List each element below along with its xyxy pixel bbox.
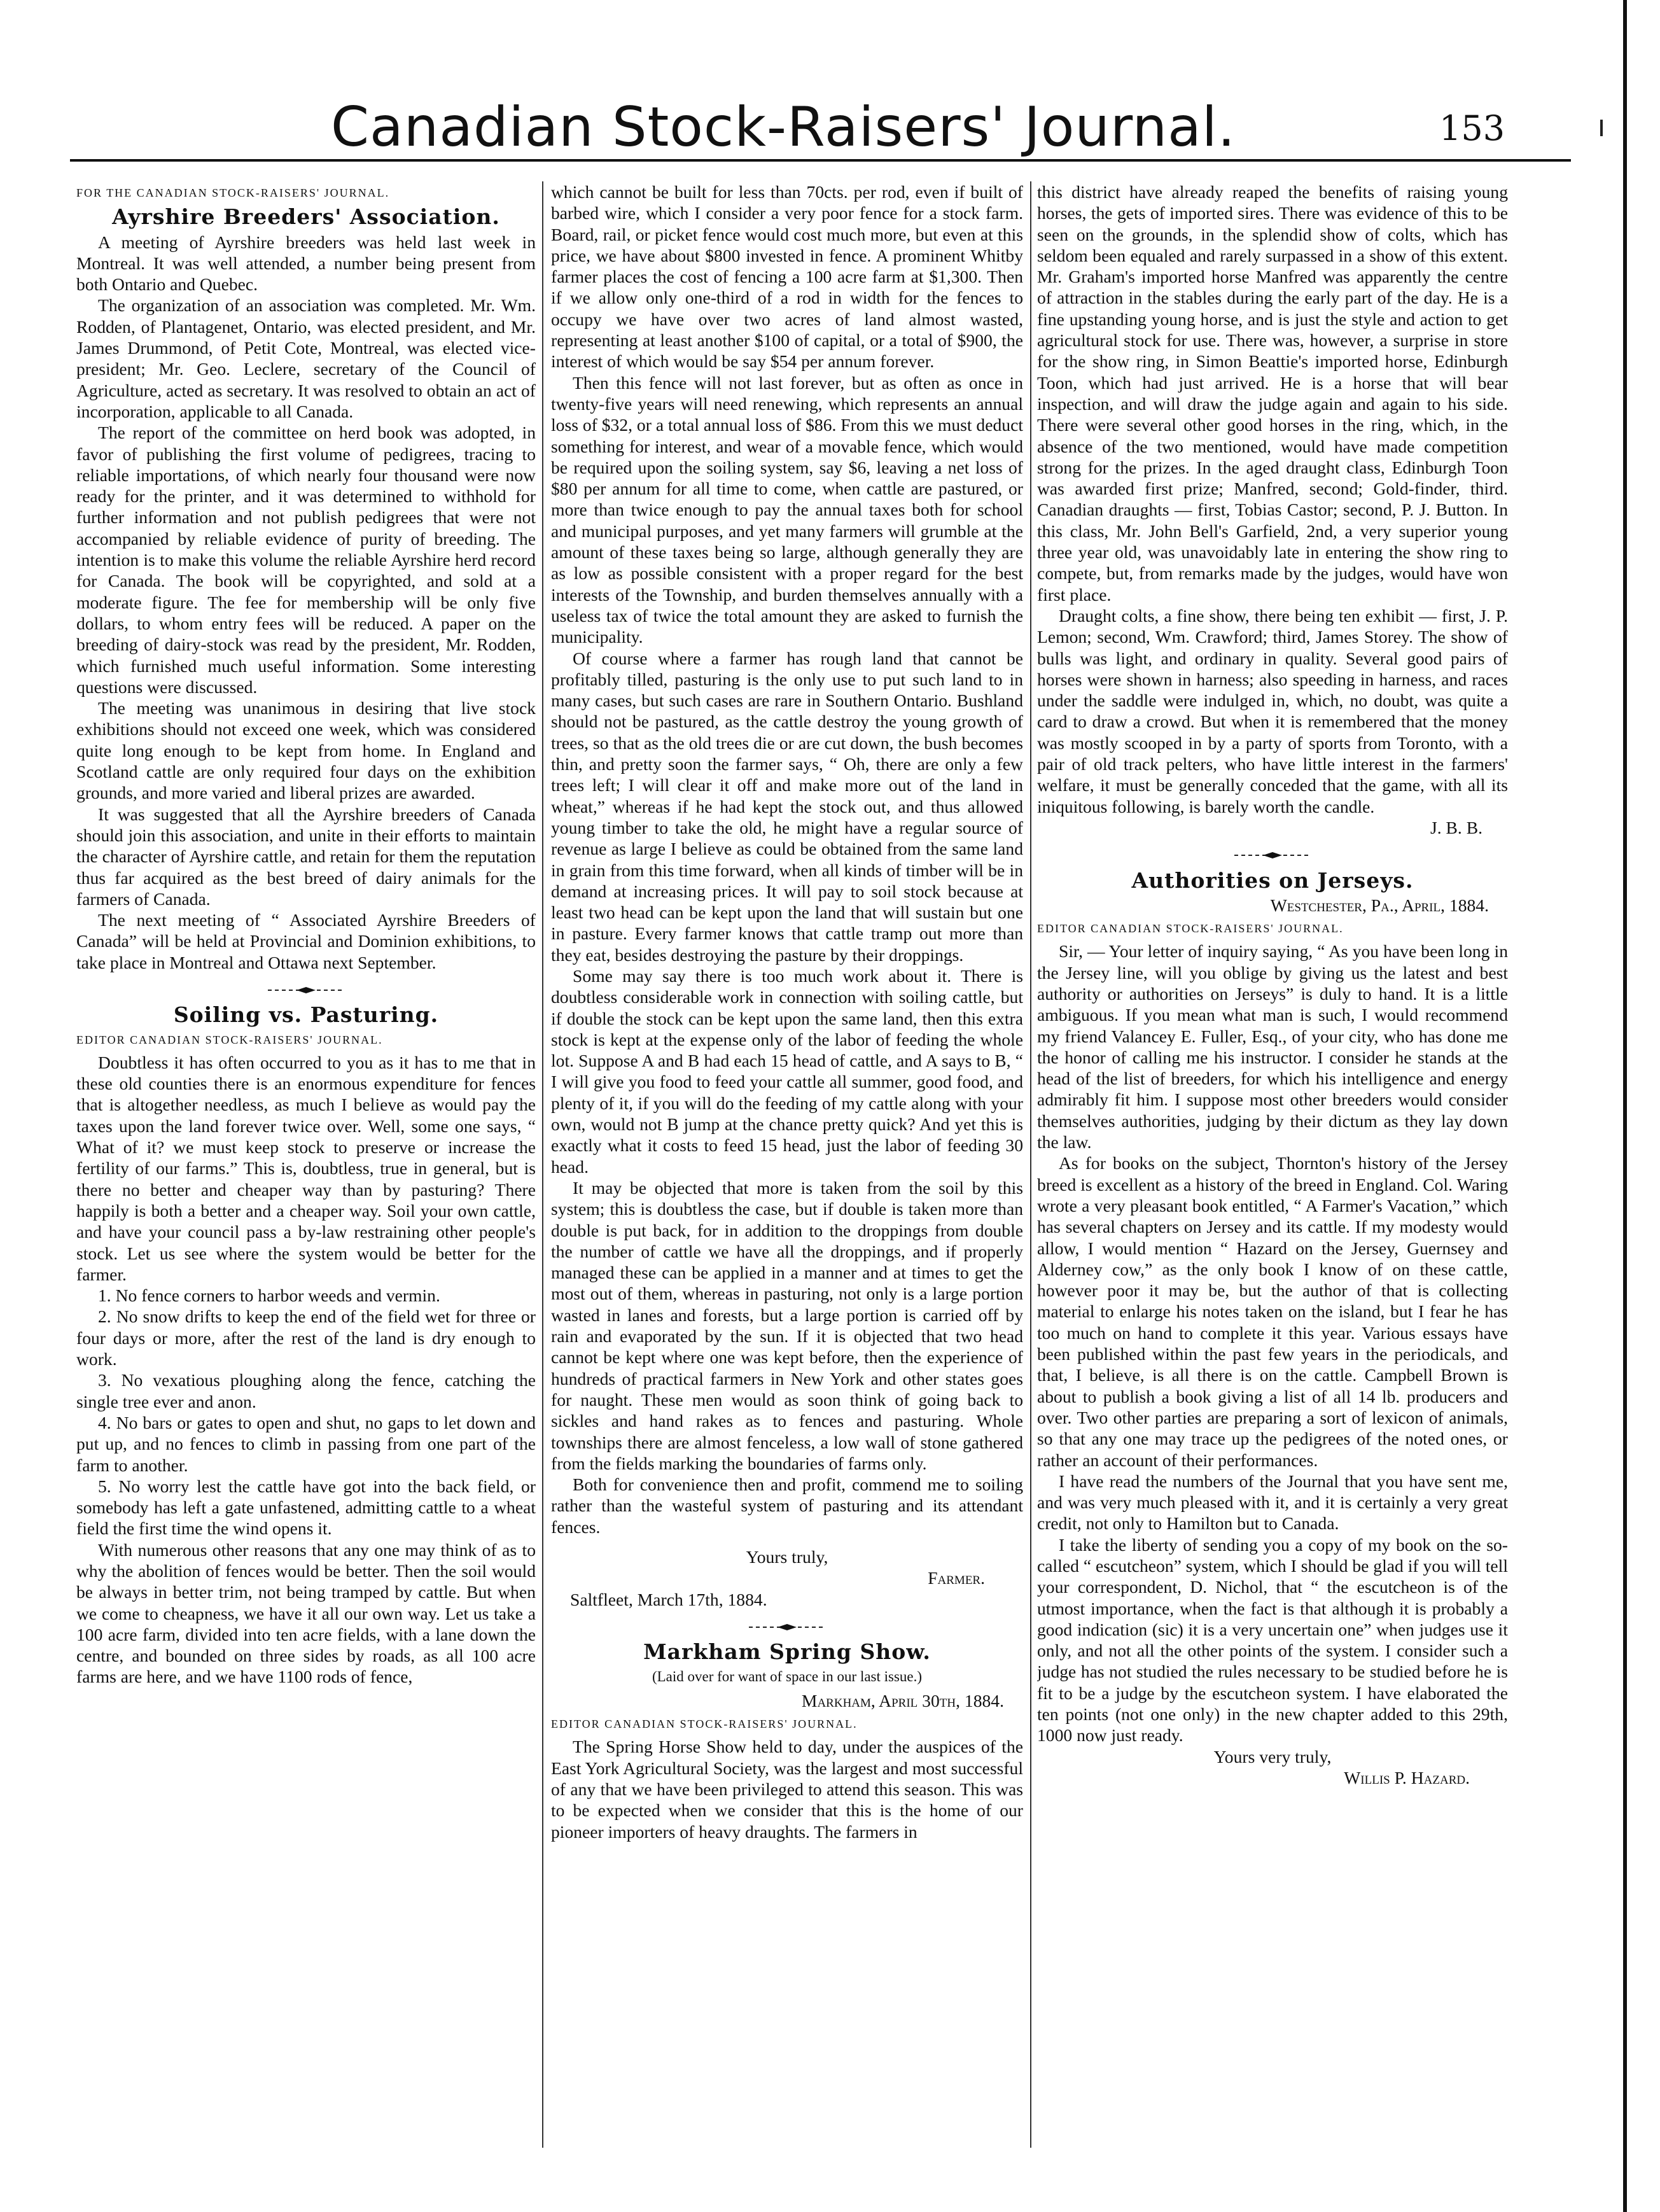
markham-heading: Markham Spring Show. xyxy=(643,1639,931,1665)
column-rule-2 xyxy=(1030,181,1031,2148)
jerseys-paragraph: I have read the numbers of the Journal that you have sent me, and was very much pleased with it, and it is certainly a very great credit, not only to Hamilton but to Canada. xyxy=(1037,1471,1508,1534)
list-item: 4. No bars or gates to open and shut, no gaps to let down and put up, and no fences to climb in passing from one part of the farm to another. xyxy=(76,1412,536,1475)
letter-signature: Willis P. Hazard. xyxy=(1344,1767,1470,1788)
ayrshire-paragraph: The organization of an association was completed. Mr. Wm. Rodden, of Plantagenet, Ontario, was elected president, and Mr. James Drummond, of Petit Cote, Montreal, was elected vice-president; Mr. Geo. Leclere, secretary of the Council of Agriculture, acted as secretary. It was resolved to obtain an act of incorporation, applicable to all Canada. xyxy=(76,295,536,421)
list-item: 3. No vexatious ploughing along the fence, catching the single tree ever and anon. xyxy=(76,1370,536,1411)
markham-note: (Laid over for want of space in our last issue.) xyxy=(652,1669,923,1685)
soiling-paragraph: It may be objected that more is taken from the soil by this system; this is doubtless the case, but if double is taken more than double is put back, for in addition to the droppings from double the number of cattle we have all the droppings, and if properly managed these can be applied in a manner and at times to get the most out of them, whereas in pasturing, not only is a large portion wasted in lanes and forests, but a large portion is carried off by rain and evaporated by the sun. If it is objected that two head cannot be kept where one was kept before, then the experience of hundreds of practical farmers in New York and other states goes for naught. These men would as soon think of going back to sickles and hand rakes as to fences and pasturing. Whole townships there are almost fenceless, a low wall of stone gathered from the fields marking the boundaries of farms only. xyxy=(551,1177,1023,1473)
markham-credit: EDITOR CANADIAN STOCK-RAISERS' JOURNAL. xyxy=(551,1718,858,1731)
header-rule xyxy=(70,159,1571,162)
margin-mark xyxy=(1600,120,1603,136)
soiling-paragraph: With numerous other reasons that any one may think of as to why the abolition of fences would be better. Then the soil would be always in better trim, not being tramped by cattle. But when we come to cheapness, we have it all our own way. Let us take a 100 acre farm, divided into ten acre fields, with a lane down the centre, and bounded on three sides by roads, as all 100 acre farms are here, and we have 1100 rods of fence, xyxy=(76,1539,536,1687)
soiling-paragraph: which cannot be built for less than 70cts. per rod, even if built of barbed wire, which I consider a very poor fence for a stock farm. Board, rail, or picket fence would cost much more, but even at this price, we have about $800 invested in fence. A prominent Whitby farmer places the cost of fencing a 100 acre farm at $1,300. Then if we allow only one-third of a rod in width for the fences to occupy we have over two acres of land almost wasted, representing at least another $100 of capital, or a total of $900, the interest of which would be say $54 per annum forever. xyxy=(551,182,1023,372)
ayrshire-credit: FOR THE CANADIAN STOCK-RAISERS' JOURNAL. xyxy=(76,186,390,199)
markham-paragraph: The Spring Horse Show held to day, under the auspices of the East York Agricultural Society, was the largest and most successful of any that we have been privileged to attend this season. This was to be expected when we consider that this is the home of our pioneer importers of heavy draughts. The farmers in xyxy=(551,1737,1023,1842)
letter-closing: Yours very truly, xyxy=(1213,1746,1332,1767)
journal-title: Canadian Stock-Raisers' Journal. xyxy=(331,95,1236,159)
ayrshire-paragraph: A meeting of Ayrshire breeders was held last week in Montreal. It was well attended, a number being present from both Ontario and Quebec. xyxy=(76,232,536,295)
markham-paragraph: this district have already reaped the benefits of raising young horses, the gets of imported sires. There was evidence of this to be seen on the grounds, in the splendid show of colts, which has seldom been equaled and rarely surpassed in a show of this extent. Mr. Graham's imported horse Manfred was apparently the centre of attraction in the stables during the early part of the day. He is a fine upstanding young horse, and is just the style and action to get agricultural stock for use. There was, however, a surprise in store for the show ring, in Simon Beattie's imported horse, Edinburgh Toon, which had just arrived. He is a horse that will bear inspection, and will draw the judge again and again to his side. There were several other good horses in the ring, which, in the absence of the two mentioned, would have made competition strong for the prizes. In the aged draught class, Edinburgh Toon was awarded first prize; Manfred, second; Gold-finder, third. Canadian draughts — first, Tobias Castor; second, P. J. Button. In this class, Mr. John Bell's Garfield, 2nd, a very superior young three year old, was unavoidably late in entering the show ring to compete, but, from remarks made by the judges, would have won first place. xyxy=(1037,182,1508,605)
letter-closing: Yours truly, xyxy=(746,1547,828,1567)
jerseys-paragraph: I take the liberty of sending you a copy of my book on the so-called “ escutcheon” system, which I should be glad if you will tell your correspondent, D. Nichol, that “ the escutcheon is of the utmost importance, when the fact is that although it is probably a good indication (sic) it is a very uncertain one” when judges use it only, and not all the other points of the system. I consider such a judge has not studied the rules necessary to be studied before he is fit to be a judge by the escutcheon system. I have elaborated the ten points (not one only) in the new chapter added to this 29th, 1000 now just ready. xyxy=(1037,1534,1508,1746)
page-edge-border xyxy=(1623,0,1627,2212)
soiling-reasons-list xyxy=(76,1285,536,1539)
letter-signature: Farmer. xyxy=(928,1568,985,1588)
letter-place-date: Saltfleet, March 17th, 1884. xyxy=(570,1589,767,1609)
soiling-paragraph: Of course where a farmer has rough land that cannot be profitably tilled, pasturing is the only use to put such land to in many cases, but such cases are rare in Southern Ontario. Bushland should not be pastured, as the cattle destroy the young growth of trees, so that as the old trees die or are cut down, the bush becomes thin, and pretty soon the farmer says, “ Oh, there are only a few trees left; I will clear it off and make more out of the land in wheat,” whereas if he had kept the stock out, and thus allowed young timber to take the old, he might have a regular source of revenue as large I believe as could be obtained from the same land in grain from this time forward, when all kinds of timber will be in demand at increasing prices. It will pay to soil stock because at least two head can be kept upon the land that will sustain but one in pasture. Every farmer knows that cattle tramp out more than they eat, besides destroying the pasture by their droppings. xyxy=(551,648,1023,965)
column-rule-1 xyxy=(542,181,543,2148)
jerseys-paragraph: As for books on the subject, Thornton's history of the Jersey breed is excellent as a history of the breed in England. Col. Waring wrote a very pleasant book entitled, “ A Farmer's Vacation,” which has several chapters on Jersey and its cattle. If my modesty would allow, I would mention “ Hazard on the Jersey, Guernsey and Alderney cow,” as the only book I know of on these cattle, however poor it may be, but the author of that is collecting material to enlarge his notes taken on the island, but I fear he has too much on hand to complete it this year. Various essays have been published within the past few years in the periodicals, and that, I believe, is all there is on the cattle. Campbell Brown is about to publish a book giving a list of all 14 lb. producers and over. Two other parties are preparing a sort of lexicon of animals, so that any one may trace up the pedigrees of the noted ones, or rather an account of their performances. xyxy=(1037,1153,1508,1470)
soiling-paragraph: Some may say there is too much work about it. There is doubtless considerable work in connection with soiling cattle, but if double the stock can be kept upon the same land, then this extra stock is kept at the expense only of the labor of feeding the whole lot. Suppose A and B had each 15 head of cattle, and A says to B, “ I will give you food to feed your cattle all summer, good food, and plenty of it, if you will do the feeding of my cattle along with your own, would not B jump at the chance pretty quick? And yet this is exactly what it costs to feed 15 head, just the labor of feeding 30 head. xyxy=(551,965,1023,1177)
list-item: 2. No snow drifts to keep the end of the field wet for three or four days or more, after the rest of the land is dry enough to work. xyxy=(76,1306,536,1369)
jerseys-credit: EDITOR CANADIAN STOCK-RAISERS' JOURNAL. xyxy=(1037,922,1344,935)
jerseys-paragraph: Sir, — Your letter of inquiry saying, “ As you have been long in the Jersey line, will you oblige by giving us the latest and best authority or authorities on Jerseys” is duly to hand. It is a little ambiguous. If you mean what man is such, I would recommend my friend Valancey E. Fuller, Esq., of your city, who has done me the honor of calling me his instructor. I consider he stands at the head of the list of breeders, for which his intelligence and energy admirably fit him. I suppose most other breeders would consider themselves authorities, judging by their dictum as they lay down the law. xyxy=(1037,941,1508,1152)
soiling-credit: EDITOR CANADIAN STOCK-RAISERS' JOURNAL. xyxy=(76,1033,383,1046)
ayrshire-paragraph: It was suggested that all the Ayrshire breeders of Canada should join this association, and unite in their efforts to maintain the character of Ayrshire cattle, and retain for them the reputation thus far acquired as the best breed of dairy animals for the farmers of Canada. xyxy=(76,804,536,909)
markham-paragraph: Draught colts, a fine show, there being ten exhibit — first, J. P. Lemon; second, Wm. Crawford; third, James Storey. The show of bulls was light, and ordinary in quality. Several good pairs of horses were shown in harness; also speeding in harness, and races under the saddle were indulged in, which, no doubt, was quite a card to draw a crowd. But when it is remembered that the money was mostly scooped in by a party of sports from Toronto, with a pair of old track pelters, who have little interest in the farmers' welfare, it must be generally conceded that the game, with all its iniquitous following, is barely worth the candle. xyxy=(1037,605,1508,816)
soiling-paragraph: Then this fence will not last forever, but as often as once in twenty-five years will need renewing, which represents an annual loss of $32, or a total annual loss of $86. From this we must deduct something for interest, and wear of a movable fence, which would be required upon the soiling system, say $6, leaving a net loss of $80 per annum for all time to come, when cattle are pastured, or more than twice enough to pay the annual taxes both for school and municipal purposes, and yet many farmers will grumble at the amount of these taxes being so large, although generally they are as low as possible consistent with a proper regard for the best interests of the Township, and burden themselves annually with a useless tax of twice the total amount they are asked to furnish the municipality. xyxy=(551,372,1023,647)
ayrshire-paragraph: The next meeting of “ Associated Ayrshire Breeders of Canada” will be held at Provincial and Dominion exhibitions, to take place in Montreal and Ottawa next September. xyxy=(76,910,536,972)
ayrshire-paragraph: The report of the committee on herd book was adopted, in favor of publishing the first volume of pedigrees, tracing to reliable importations, of which nearly four thousand were now ready for the printer, and it was determined to withhold for further information and not publish pedigrees that were not accompanied by reliable evidence of purity of breeding. The intention is to make this volume the reliable Ayrshire herd record for Canada. The book will be copyrighted, and sold at a moderate figure. The fee for membership will be only five dollars, to whom entry fees will be reduced. A paper on the breeding of dairy-stock was read by the president, Mr. Rodden, which furnished much useful information. Some interesting questions were discussed. xyxy=(76,423,536,697)
ayrshire-paragraph: The meeting was unanimous in desiring that live stock exhibitions should not exceed one week, which was considered quite long enough to be kept from home. In England and Scotland cattle are only required four days on the exhibition grounds, and more varied and liberal prizes are awarded. xyxy=(76,698,536,803)
column-2 xyxy=(551,181,1023,2154)
markham-signature: J. B. B. xyxy=(1430,817,1482,837)
section-divider-ornament xyxy=(551,1615,1023,1636)
soiling-heading: Soiling vs. Pasturing. xyxy=(173,1002,439,1028)
section-divider-ornament xyxy=(76,978,536,999)
ayrshire-heading: Ayrshire Breeders' Association. xyxy=(112,204,500,230)
list-item: 5. No worry lest the cattle have got into the back field, or somebody has left a gate unfastened, admitting cattle to a wheat field the first time the wind opens it. xyxy=(76,1476,536,1539)
page-number: 153 xyxy=(1439,108,1505,148)
soiling-paragraph: Doubtless it has often occurred to you as it has to me that in these old counties there is an enormous expenditure for fences that is altogether needless, as much I believe as would pay the taxes upon the land forever twice over. Well, some one says, “ What of it? we must keep stock to preserve or increase the fertility of our farms.” This is, doubtless, true in general, but is there no better and cheaper way than by pasturing? There happily is both a better and a cheaper way. Soil your own cattle, and have your council pass a by-law restraining other people's stock. Let us see where the system would be better for the farmer. xyxy=(76,1052,536,1284)
soiling-paragraph: Both for convenience then and profit, commend me to soiling rather than the wasteful system of pasturing and its attendant fences. xyxy=(551,1474,1023,1537)
markham-dateline: Markham, April 30th, 1884. xyxy=(801,1690,1004,1711)
section-divider-ornament xyxy=(1037,843,1508,864)
jerseys-heading: Authorities on Jerseys. xyxy=(1131,867,1414,893)
column-3 xyxy=(1037,181,1508,2154)
column-1 xyxy=(76,181,536,2154)
jerseys-dateline: Westchester, Pa., April, 1884. xyxy=(1270,895,1489,915)
list-item: 1. No fence corners to harbor weeds and vermin. xyxy=(98,1285,440,1306)
